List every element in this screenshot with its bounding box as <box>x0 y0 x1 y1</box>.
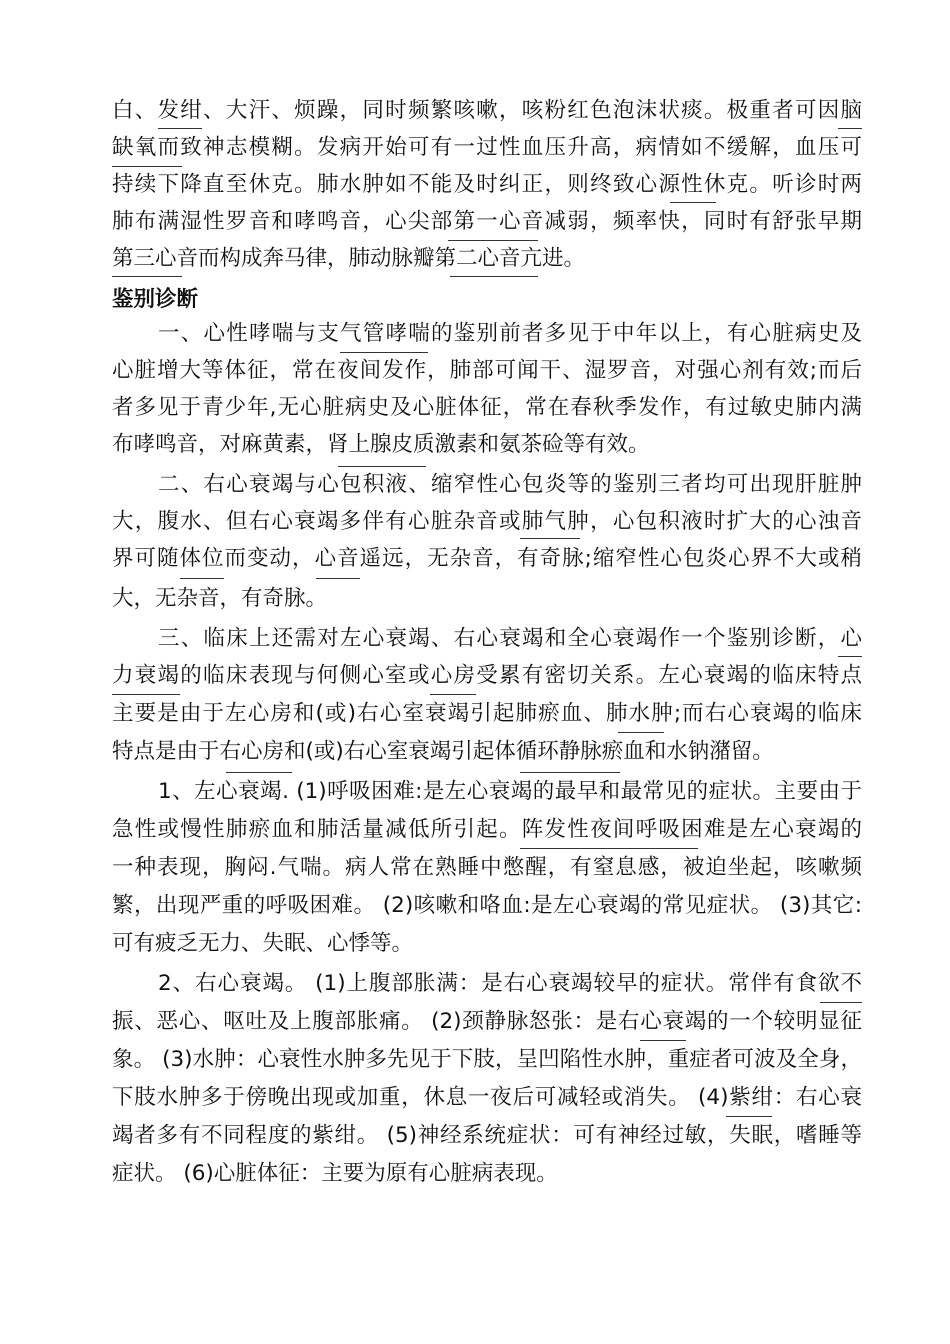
text-line: 振、恶心、呕吐及上腹部胀痛。 (2)颈静脉怒张：是右心衰竭的一个较明显征 <box>112 1009 862 1034</box>
underline-mark <box>838 656 862 657</box>
underline-mark <box>640 1040 686 1041</box>
text-line: 心脏增大等体征，常在夜间发作，肺部可闻干、湿罗音，对强心剂有效;而后 <box>112 358 862 383</box>
underline-mark <box>838 128 862 129</box>
underline-mark <box>820 1002 862 1003</box>
text-line: 二、右心衰竭与心包积液、缩窄性心包炎等的鉴别三者均可出现肝脏肿 <box>158 472 862 497</box>
text-line: 特点是由于右心房和(或)右心室衰竭引起体循环静脉瘀血和水钠潴留。 <box>112 739 774 764</box>
text-line: 力衰竭的临床表现与何侧心室或心房受累有密切关系。左心衰竭的临床特点 <box>112 663 862 688</box>
underline-mark <box>726 1116 772 1117</box>
underline-mark <box>316 578 360 579</box>
underline-mark <box>450 276 538 277</box>
text-line: 急性或慢性肺瘀血和肺活量减低所引起。阵发性夜间呼吸困难是左心衰竭的 <box>112 817 862 842</box>
text-line: 者多见于青少年,无心脏病史及心脏体征，常在春秋季发作，有过敏史肺内满 <box>112 395 862 420</box>
underline-mark <box>340 352 428 353</box>
underline-mark <box>618 732 664 733</box>
underline-mark <box>448 240 538 241</box>
underline-mark <box>112 276 182 277</box>
underline-mark <box>520 772 620 773</box>
text-line: 1、左心衰竭. (1)呼吸困难:是左心衰竭的最早和最常见的症状。主要由于 <box>158 779 862 804</box>
underline-mark <box>158 128 202 129</box>
underline-mark <box>338 466 426 467</box>
text-line: 繁，出现严重的呼吸困难。 (2)咳嗽和咯血:是左心衰竭的常见症状。 (3)其它: <box>112 893 862 918</box>
text-line: 症状。 (6)心脏体征：主要为原有心脏病表现。 <box>112 1161 558 1186</box>
text-line: 下肢水肿多于傍晚出现或加重，休息一夜后可减轻或消失。 (4)紫绀：右心衰 <box>112 1085 862 1110</box>
underline-mark <box>112 166 182 167</box>
text-line: 象。 (3)水肿：心衰性水肿多先见于下肢，呈凹陷性水肿，重症者可波及全身， <box>112 1047 862 1072</box>
text-line: 白、发绀、大汗、烦躁，同时频繁咳嗽，咳粉红色泡沫状痰。极重者可因脑 <box>112 98 862 123</box>
text-line: 可有疲乏无力、失眠、心悸等。 <box>112 931 414 956</box>
text-line: 持续下降直至休克。肺水肿如不能及时纠正，则终致心源性休克。听诊时两 <box>112 172 862 197</box>
text-line: 一种表现，胸闷.气喘。病人常在熟睡中憋醒，有窒息感，被迫坐起，咳嗽频 <box>112 855 862 880</box>
text-line: 界可随体位而变动，心音遥远，无杂音，有奇脉;缩窄性心包炎心界不大或稍 <box>112 546 862 571</box>
underline-mark <box>520 848 698 849</box>
text-line: 大，无杂音，有奇脉。 <box>112 586 328 611</box>
text-line: 一、心性哮喘与支气管哮喘的鉴别前者多见于中年以上，有心脏病史及 <box>158 321 862 346</box>
text-line: 竭者多有不同程度的紫绀。 (5)神经系统症状：可有神经过敏，失眠，嗜睡等 <box>112 1123 862 1148</box>
section-heading: 鉴别诊断 <box>112 287 199 312</box>
underline-mark <box>112 694 180 695</box>
text-line: 大，腹水、但右心衰竭多伴有心脏杂音或肺气肿，心包积液时扩大的心浊音 <box>112 509 862 534</box>
underline-mark <box>520 538 580 539</box>
underline-mark <box>430 694 476 695</box>
text-line: 三、临床上还需对左心衰竭、右心衰竭和全心衰竭作一个鉴别诊断，心 <box>158 626 862 651</box>
text-line: 2、右心衰竭。 (1)上腹部胀满：是右心衰竭较早的症状。常伴有食欲不 <box>158 971 862 996</box>
underline-mark <box>226 772 292 773</box>
underline-mark <box>670 202 716 203</box>
text-line: 布哮鸣音，对麻黄素，肾上腺皮质激素和氨茶硷等有效。 <box>112 432 650 457</box>
text-line: 缺氧而致神志模糊。发病开始可有一过性血压升高，病情如不缓解，血压可 <box>112 135 862 160</box>
text-line: 第三心音而构成奔马律，肺动脉瓣第二心音亢进。 <box>112 246 586 271</box>
text-line: 肺布满湿性罗音和哮鸣音，心尖部第一心音减弱，频率快，同时有舒张早期 <box>112 209 862 234</box>
text-line: 主要是由于左心房和(或)右心室衰竭引起肺瘀血、肺水肿;而右心衰竭的临床 <box>112 701 862 726</box>
underline-mark <box>180 578 224 579</box>
